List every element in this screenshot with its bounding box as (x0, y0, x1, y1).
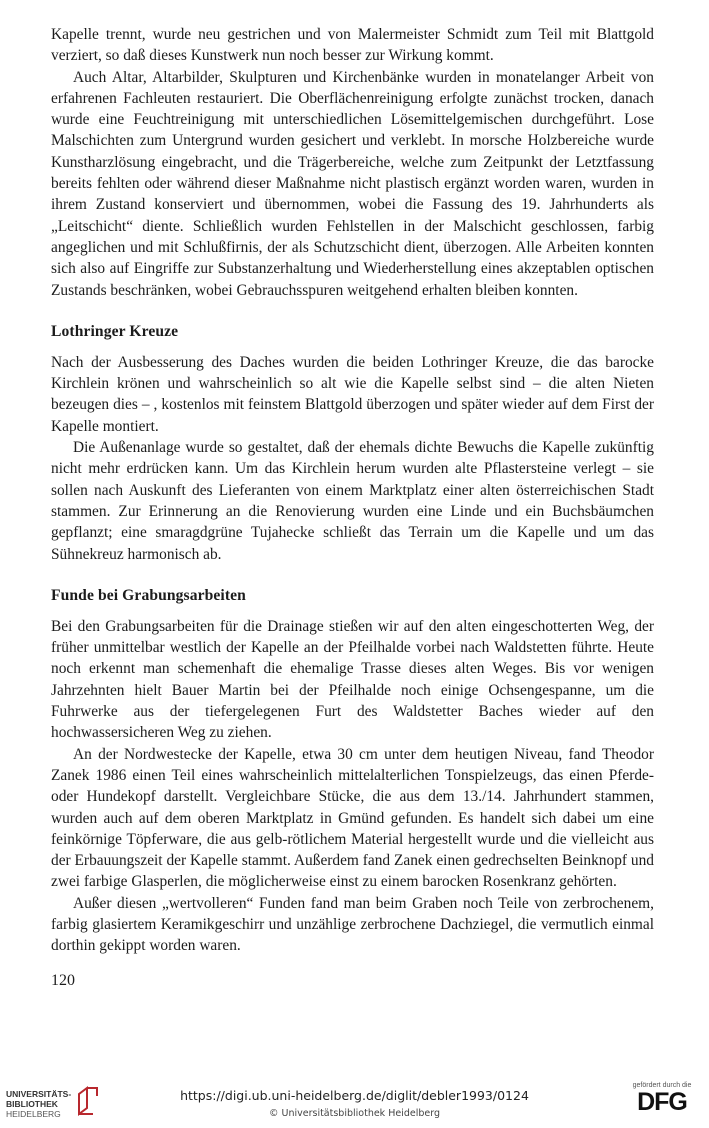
paragraph-1: Kapelle trennt, wurde neu gestrichen und von Malermeister Schmidt zum Teil mit Blattgold verziert, so daß dieses Kunstwerk nun noch besser zur Wirkung kommt. (51, 26, 654, 65)
paragraph-7: Außer diesen „wertvolleren“ Funden fand man beim Graben noch Teile von zerbrochenem, farbig glasiertem Keramikgeschirr und unzählige zerbrochene Dachziegel, die vermutlich einmal dorthin gekippt worden waren. (51, 894, 654, 955)
paragraph-5: Bei den Grabungsarbeiten für die Drainage stießen wir auf den alten eingeschotterten Weg, der früher unmittelbar westlich der Kapelle an der Pfeilhalde vorbei nach Waldstetten führte. Heute noch erkennt man schemenhaft die ehemalige Trasse dieses alten Weges. Bis vor wenigen Jahrzehnten hielt Bauer Martin bei der Pfeilhalde noch einige Ochsengespanne, um die Fuhrwerke aus der tiefergelegenen Furt des Waldstetter Baches wieder auf den hochwassersicheren Weg zu ziehen. (51, 617, 654, 742)
funder-logo[interactable] (627, 1082, 697, 1115)
section-heading-lothringer-kreuze: Lothringer Kreuze (51, 322, 179, 340)
document-page (51, 24, 654, 957)
funder-label: gefördert durch die (632, 1082, 692, 1089)
paragraph-4: Die Außenanlage wurde so gestaltet, daß der ehemals dichte Bewuchs die Kapelle zukünftig nicht mehr erdrücken kann. Um das Kirchlein herum wurden alte Pflastersteine verlegt – sie sollen nach Auskunft des Lieferanten von einem Marktplatz einer alten österreichischen Stadt stammen. Zur Erinnerung an die Renovierung wurden eine Linde und ein Buchsbäumchen gepflanzt; eine smaragdgrüne Tujahecke schließt das Terrain um die Kapelle und um das Sühnekreuz harmonisch ab. (51, 439, 654, 563)
source-url-link[interactable]: https://digi.ub.uni-heidelberg.de/diglit/debler1993/0124 (180, 1088, 529, 1103)
library-name-line-2: BIBLIOTHEK (6, 1098, 58, 1109)
paragraph-6: An der Nordwestecke der Kapelle, etwa 30 cm unter dem heutigen Niveau, fand Theodor Zanek 1986 einen Teil eines wahrscheinlich mittelalterlichen Tonspielzeugs, das einen Pferde- oder Hundekopf darstellt. Vergleichbare Stücke, die aus dem 13./14. Jahrhundert stammen, wurden auch auf dem oberen Marktplatz in Gmünd gefunden. Es handelt sich dabei um eine feinkörnige Töpferware, die aus gelb-rötlichem Material hergestellt wurde und die vielleicht aus der Erbauungszeit der Kapelle stammt. Außerdem fand Zanek einen gedrechselten Beinknopf und zwei farbige Glasperlen, die möglicherweise einst zu einem barocken Rosenkranz gehörten. (51, 745, 654, 891)
paragraph-2: Auch Altar, Altarbilder, Skulpturen und Kirchenbänke wurden in monatelanger Arbeit von erfahrenen Fachleuten restauriert. Die Oberflächenreinigung erfolgte zunächst trocken, danach wurde eine Feuchtreinigung mit unterschiedlichen Lösemittelgemischen durchgeführt. Lose Malschichten zum Untergrund wurden gesichert und verklebt. In morsche Holzbereiche wurde Kunstharzlösung eingebracht, und die Trägerbereiche, welche zum Zeitpunkt der Letztfassung bereits fehlten oder während dieser Maßnahme nicht plastisch ergänzt worden waren, wurden in ihrem Zustand konserviert und übernommen, wobei die Fassung des 19. Jahrhunderts als „Leitschicht“ diente. Schließlich wurden Fehlstellen in der Malschicht geschlossen, farbig angeglichen und mit Schlußfirnis, der als Schutzschicht dient, überzogen. Alle Arbeiten konnten sich also auf Eingriffe zur Substanzerhaltung und Wiederherstellung eines akzeptablen optischen Zustands beschränken, wobei Gebrauchsspuren weitgehend erhalten bleiben konnten. (51, 68, 654, 299)
section-heading-funde: Funde bei Grabungsarbeiten (51, 586, 246, 604)
library-name-line-1: UNIVERSITÄTS- (6, 1088, 72, 1099)
digitization-footer (0, 1070, 709, 1128)
page-number: 120 (51, 972, 75, 989)
copyright-notice: © Universitätsbibliothek Heidelberg (268, 1108, 440, 1119)
dfg-logo-text: DFG (637, 1088, 687, 1116)
paragraph-3: Nach der Ausbesserung des Daches wurden die beiden Lothringer Kreuze, die das barocke Kirchlein krönen und wahrscheinlich so alt wie die Kapelle selbst sind – die alten Nieten bezeugen dies – , kostenlos mit feinstem Blattgold überzogen und später wieder auf dem First der Kapelle montiert. (51, 353, 654, 435)
library-name-line-3: HEIDELBERG (6, 1108, 61, 1119)
